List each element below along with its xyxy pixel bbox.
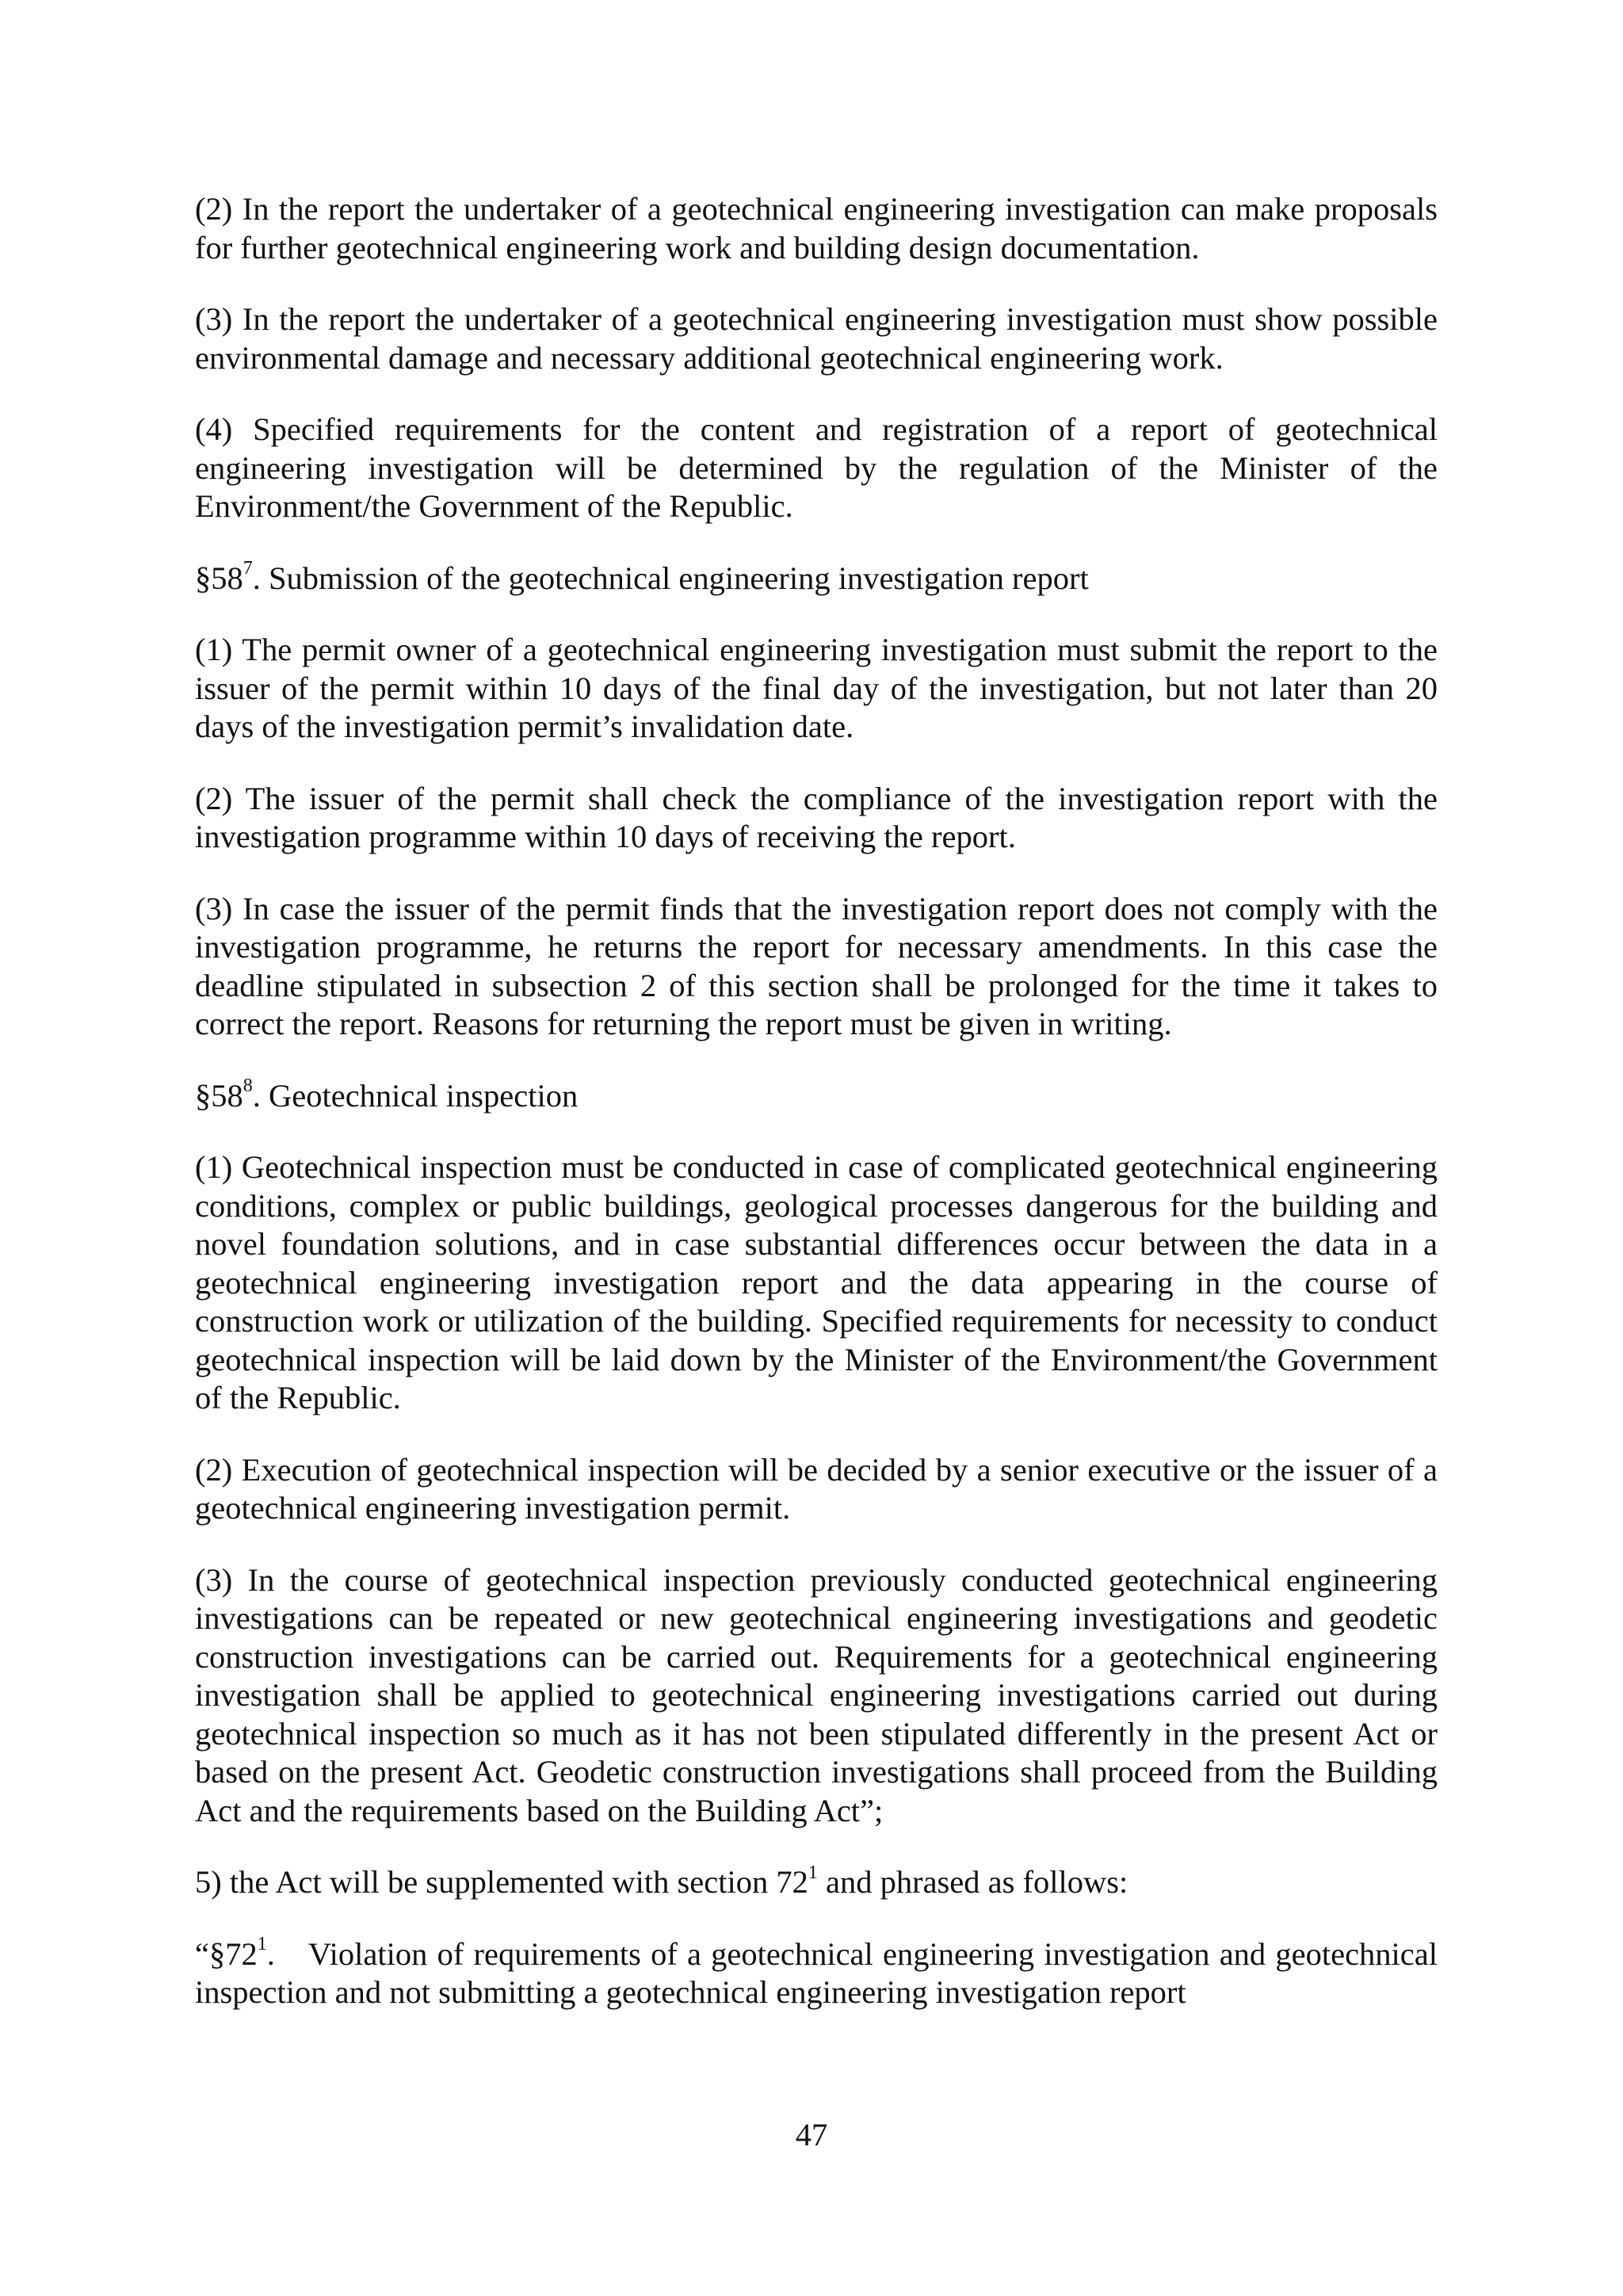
paragraph-58-7-subsection-3: (3) In case the issuer of the permit finds that the investigation report does not comply with the investigation programme, he returns the report for necessary amendments. In this case the deadline stipulated in subsection 2 of this section shall be prolonged for the time it takes to correct the report. Reasons for returning the report must be given in writing. <box>195 890 1438 1041</box>
amendment-item-5 <box>195 1863 1438 1902</box>
amendment-text-end: and phrased as follows: <box>817 1864 1128 1900</box>
paragraph-58-7-subsection-2: (2) The issuer of the permit shall check the compliance of the investigation report with the investigation programme within 10 days of receiving the report. <box>195 780 1438 854</box>
document-page <box>195 190 1438 2046</box>
section-number: §58 <box>195 560 243 596</box>
paragraph-58-8-subsection-1: (1) Geotechnical inspection must be conducted in case of complicated geotechnical engineering conditions, complex or public buildings, geological processes dangerous for the building and novel foundation solutions, and in case substantial differences occur between the data in a geotechnical engineering investigation report and the data appearing in the course of construction work or utilization of the building. Specified requirements for necessity to conduct geotechnical inspection will be laid down by the Minister of the Environment/the Government of the Republic. <box>195 1149 1438 1415</box>
page-number: 47 <box>795 2117 828 2153</box>
section-superscript: 1 <box>808 1862 818 1883</box>
paragraph-58-8-subsection-2: (2) Execution of geotechnical inspection will be decided by a senior executive or the issuer of a geotechnical engineering investigation permit. <box>195 1451 1438 1526</box>
section-superscript: 1 <box>257 1934 267 1954</box>
section-superscript: 8 <box>242 1075 253 1096</box>
section-title: Violation of requirements of a geotechnical engineering investigation and geotechnical inspection and not submitting a geotechnical engineering investigation report <box>195 1935 1438 2010</box>
section-number: “§72 <box>195 1935 258 1972</box>
paragraph-58-6-subsection-3: (3) In the report the undertaker of a geotechnical engineering investigation must show possible environmental damage and necessary additional geotechnical engineering work. <box>195 301 1438 376</box>
section-heading-58-7 <box>195 560 1438 598</box>
amendment-text: 5) the Act will be supplemented with section 72 <box>195 1864 808 1900</box>
section-title: . Submission of the geotechnical engineering investigation report <box>252 560 1089 596</box>
section-title: . Geotechnical inspection <box>252 1077 579 1114</box>
paragraph-58-7-subsection-1: (1) The permit owner of a geotechnical engineering investigation must submit the report to the issuer of the permit within 10 days of the final day of the investigation, but not later than 20 days of the investigation permit’s invalidation date. <box>195 632 1438 744</box>
paragraph-58-8-subsection-3: (3) In the course of geotechnical inspection previously conducted geotechnical engineering investigations can be repeated or new geotechnical engineering investigations and geodetic construction investigations can be carried out. Requirements for a geotechnical engineering investigation shall be applied to geotechnical engineering investigations carried out during geotechnical inspection so much as it has not been stipulated differently in the present Act or based on the present Act. Geodetic construction investigations shall proceed from the Building Act and the requirements based on the Building Act”; <box>195 1561 1438 1828</box>
section-heading-72-1 <box>195 1935 1438 2012</box>
section-superscript: 7 <box>242 558 253 579</box>
section-heading-58-8 <box>195 1077 1438 1116</box>
paragraph-58-6-subsection-4: (4) Specified requirements for the content and registration of a report of geotechnical engineering investigation will be determined by the regulation of the Minister of the Environment/the Government of the Republic. <box>195 411 1438 524</box>
paragraph-58-6-subsection-2: (2) In the report the undertaker of a geotechnical engineering investigation can make proposals for further geotechnical engineering work and building design documentation. <box>195 191 1438 266</box>
section-number: §58 <box>195 1077 243 1114</box>
section-number-end: . <box>266 1935 275 1972</box>
